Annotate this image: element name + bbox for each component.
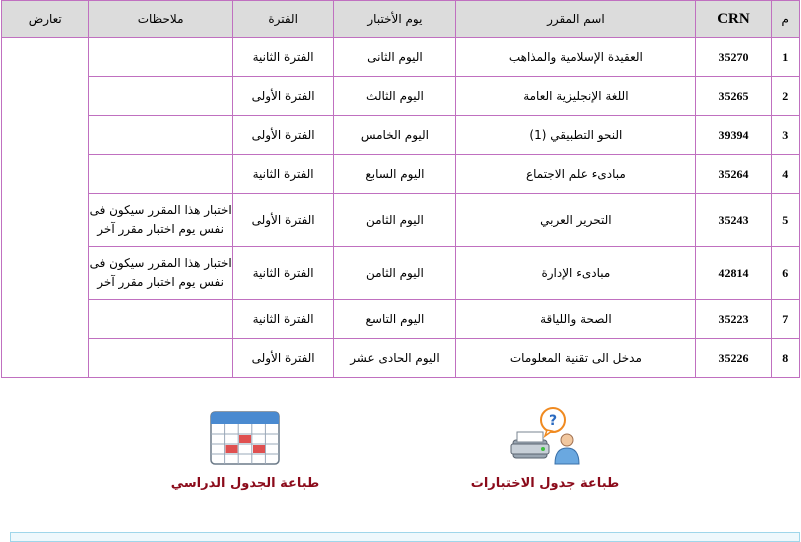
period-cell: الفترة الأولى <box>232 77 334 116</box>
period-cell: الفترة الثانية <box>232 155 334 194</box>
table-row <box>2 116 800 155</box>
period-cell: الفترة الثانية <box>232 300 334 339</box>
crn-cell: 35265 <box>696 77 771 116</box>
course-name-cell: العقيدة الإسلامية والمذاهب <box>456 38 696 77</box>
crn-cell: 42814 <box>696 247 771 300</box>
header-index: م <box>771 1 799 38</box>
period-cell: الفترة الأولى <box>232 116 334 155</box>
crn-cell: 35243 <box>696 194 771 247</box>
period-cell: الفترة الثانية <box>232 247 334 300</box>
table-row <box>2 77 800 116</box>
notes-cell <box>89 300 232 339</box>
print-exams-button[interactable] <box>470 406 620 491</box>
notes-cell <box>89 339 232 378</box>
notes-cell <box>89 77 232 116</box>
row-number: 7 <box>771 300 799 339</box>
footer-bar <box>10 532 800 542</box>
exam-day-cell: اليوم التاسع <box>334 300 456 339</box>
table-row <box>2 38 800 77</box>
row-number: 2 <box>771 77 799 116</box>
period-cell: الفترة الأولى <box>232 194 334 247</box>
exam-day-cell: اليوم الثانى <box>334 38 456 77</box>
print-exams-label: طباعة جدول الاختبارات <box>470 476 620 491</box>
conflict-warning: اختبار هذا المقرر سيكون فى نفس يوم اختبار مقرر آخر <box>89 194 232 247</box>
table-row <box>2 155 800 194</box>
calendar-icon <box>205 406 285 470</box>
header-conflict: تعارض <box>2 1 89 38</box>
header-day: يوم الأختبار <box>334 1 456 38</box>
crn-cell: 35223 <box>696 300 771 339</box>
exam-day-cell: اليوم السابع <box>334 155 456 194</box>
exam-day-cell: اليوم الثامن <box>334 194 456 247</box>
crn-cell: 35270 <box>696 38 771 77</box>
notes-cell <box>89 155 232 194</box>
course-name-cell: مبادىء الإدارة <box>456 247 696 300</box>
row-number: 1 <box>771 38 799 77</box>
notes-cell <box>89 38 232 77</box>
exam-schedule-table <box>1 0 800 378</box>
period-cell: الفترة الأولى <box>232 339 334 378</box>
exam-day-cell: اليوم الحادى عشر <box>334 339 456 378</box>
header-crn: CRN <box>696 1 771 38</box>
course-name-cell: التحرير العربي <box>456 194 696 247</box>
notes-cell <box>89 116 232 155</box>
table-row <box>2 339 800 378</box>
table-row <box>2 194 800 247</box>
row-number: 4 <box>771 155 799 194</box>
row-number: 3 <box>771 116 799 155</box>
exam-day-cell: اليوم الثامن <box>334 247 456 300</box>
row-number: 8 <box>771 339 799 378</box>
course-name-cell: مدخل الى تقنية المعلومات <box>456 339 696 378</box>
course-name-cell: اللغة الإنجليزية العامة <box>456 77 696 116</box>
printer-help-icon <box>505 406 585 470</box>
exam-day-cell: اليوم الخامس <box>334 116 456 155</box>
header-period: الفترة <box>232 1 334 38</box>
crn-cell: 35264 <box>696 155 771 194</box>
row-number: 6 <box>771 247 799 300</box>
crn-cell: 39394 <box>696 116 771 155</box>
print-schedule-label: طباعة الجدول الدراسي <box>170 476 320 491</box>
header-notes: ملاحظات <box>89 1 232 38</box>
crn-cell: 35226 <box>696 339 771 378</box>
conflict-cell <box>2 38 89 378</box>
table-row <box>2 247 800 300</box>
period-cell: الفترة الثانية <box>232 38 334 77</box>
print-schedule-button[interactable] <box>170 406 320 491</box>
course-name-cell: الصحة واللياقة <box>456 300 696 339</box>
print-actions <box>0 406 801 506</box>
conflict-warning: اختبار هذا المقرر سيكون فى نفس يوم اختبار مقرر آخر <box>89 247 232 300</box>
svg-text:?: ? <box>548 413 558 429</box>
header-course: اسم المقرر <box>456 1 696 38</box>
course-name-cell: مبادىء علم الاجتماع <box>456 155 696 194</box>
table-row <box>2 300 800 339</box>
header-row <box>2 1 800 38</box>
course-name-cell: النحو التطبيقي (1) <box>456 116 696 155</box>
row-number: 5 <box>771 194 799 247</box>
exam-day-cell: اليوم الثالث <box>334 77 456 116</box>
